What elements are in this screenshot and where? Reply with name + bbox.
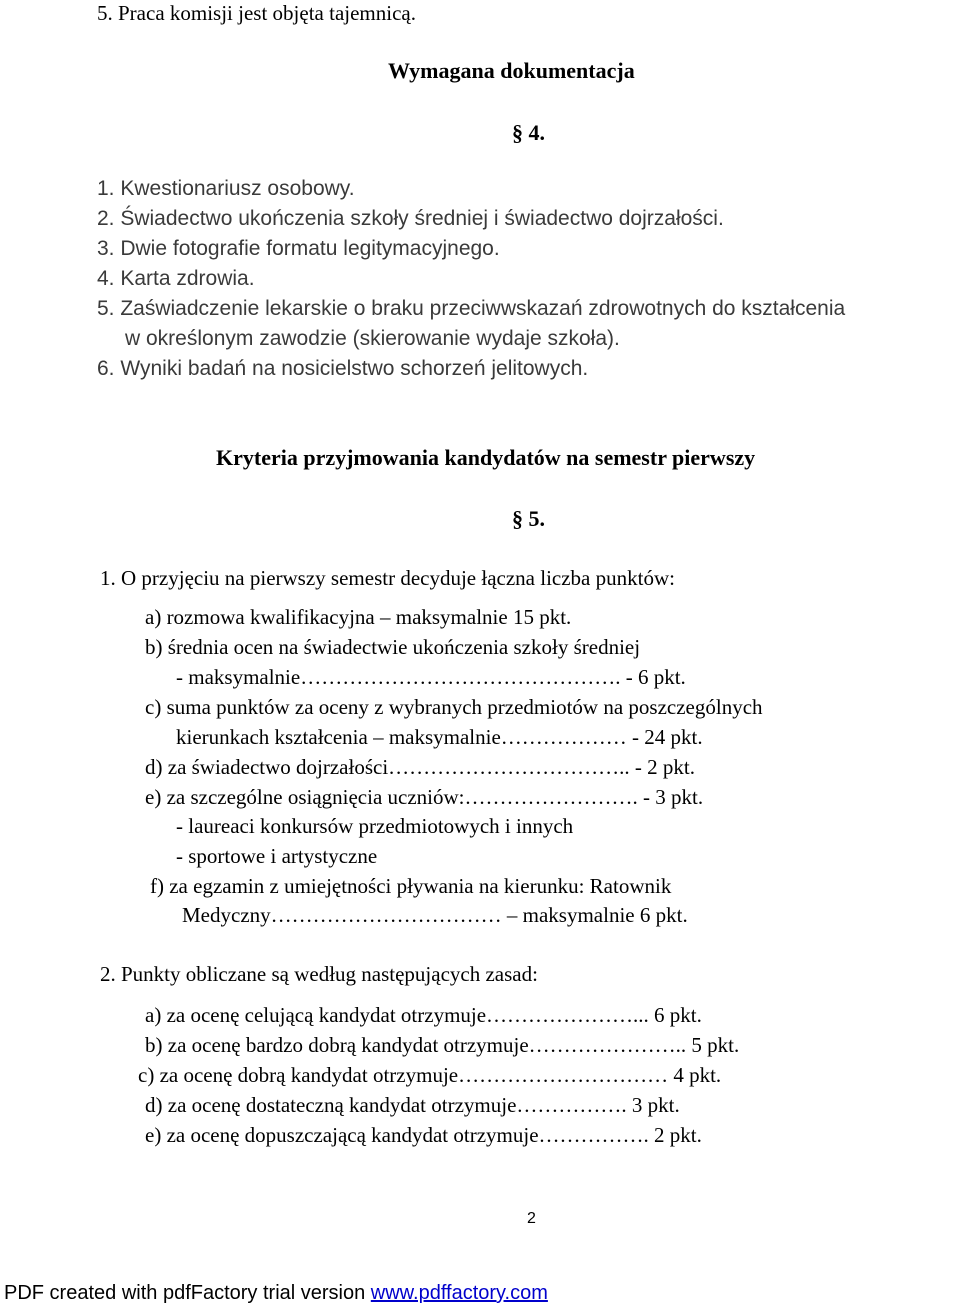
- grading-item: a) za ocenę celującą kandydat otrzymuje…………………... 6 pkt.: [145, 1003, 702, 1027]
- points-item: d) za świadectwo dojrzałości…………………………….. - 2 pkt.: [145, 755, 695, 779]
- pdf-footer: [4, 1280, 548, 1306]
- doc-item: 1. Kwestionariusz osobowy.: [97, 177, 355, 200]
- grading-item: d) za ocenę dostateczną kandydat otrzymuje……………. 3 pkt.: [145, 1093, 680, 1117]
- points-subitem: - laureaci konkursów przedmiotowych i innych: [176, 814, 574, 838]
- points-subitem: - sportowe i artystyczne: [176, 844, 378, 868]
- doc-item: 6. Wyniki badań na nosicielstwo schorzeń jelitowych.: [97, 357, 589, 380]
- points-item: f) za egzamin z umiejętności pływania na kierunku: Ratownik: [150, 874, 672, 898]
- footer-text: PDF created with pdfFactory trial version: [4, 1282, 371, 1304]
- footer-link[interactable]: www.pdffactory.com: [370, 1282, 548, 1304]
- points-item-continuation: Medyczny…………………………… – maksymalnie 6 pkt.: [182, 903, 688, 927]
- section4-heading: Wymagana dokumentacja: [388, 58, 635, 83]
- doc-item: 4. Karta zdrowia.: [97, 267, 255, 290]
- section5-heading: Kryteria przyjmowania kandydatów na semestr pierwszy: [216, 445, 756, 470]
- points-item: e) za szczególne osiągnięcia uczniów:……………………. - 3 pkt.: [145, 785, 704, 809]
- points-item-continuation: - maksymalnie………………………………………. - 6 pkt.: [176, 665, 686, 689]
- grading-item: b) za ocenę bardzo dobrą kandydat otrzymuje………………….. 5 pkt.: [145, 1033, 740, 1057]
- doc-item: 2. Świadectwo ukończenia szkoły średniej i świadectwo dojrzałości.: [97, 207, 724, 230]
- page-number: 2: [527, 1210, 536, 1227]
- points-intro: 1. O przyjęciu na pierwszy semestr decyduje łączna liczba punktów:: [100, 566, 675, 590]
- section5-number: § 5.: [512, 506, 545, 531]
- intro-line: 5. Praca komisji jest objęta tajemnicą.: [97, 1, 416, 25]
- points-item: a) rozmowa kwalifikacyjna – maksymalnie 15 pkt.: [145, 605, 572, 629]
- points-item: c) suma punktów za oceny z wybranych przedmiotów na poszczególnych: [145, 695, 763, 719]
- points-item: b) średnia ocen na świadectwie ukończenia szkoły średniej: [145, 635, 641, 659]
- section4-number: § 4.: [512, 120, 545, 145]
- doc-item-continuation: w określonym zawodzie (skierowanie wydaje szkoła).: [125, 327, 620, 350]
- grading-item: e) za ocenę dopuszczającą kandydat otrzymuje……………. 2 pkt.: [145, 1123, 702, 1147]
- points-item-continuation: kierunkach kształcenia – maksymalnie……………… - 24 pkt.: [176, 725, 703, 749]
- grading-intro: 2. Punkty obliczane są według następujących zasad:: [100, 962, 538, 986]
- doc-item: 3. Dwie fotografie formatu legitymacyjnego.: [97, 237, 500, 260]
- doc-item: 5. Zaświadczenie lekarskie o braku przeciwwskazań zdrowotnych do kształcenia: [97, 297, 846, 320]
- grading-item: c) za ocenę dobrą kandydat otrzymuje………………………… 4 pkt.: [138, 1063, 722, 1087]
